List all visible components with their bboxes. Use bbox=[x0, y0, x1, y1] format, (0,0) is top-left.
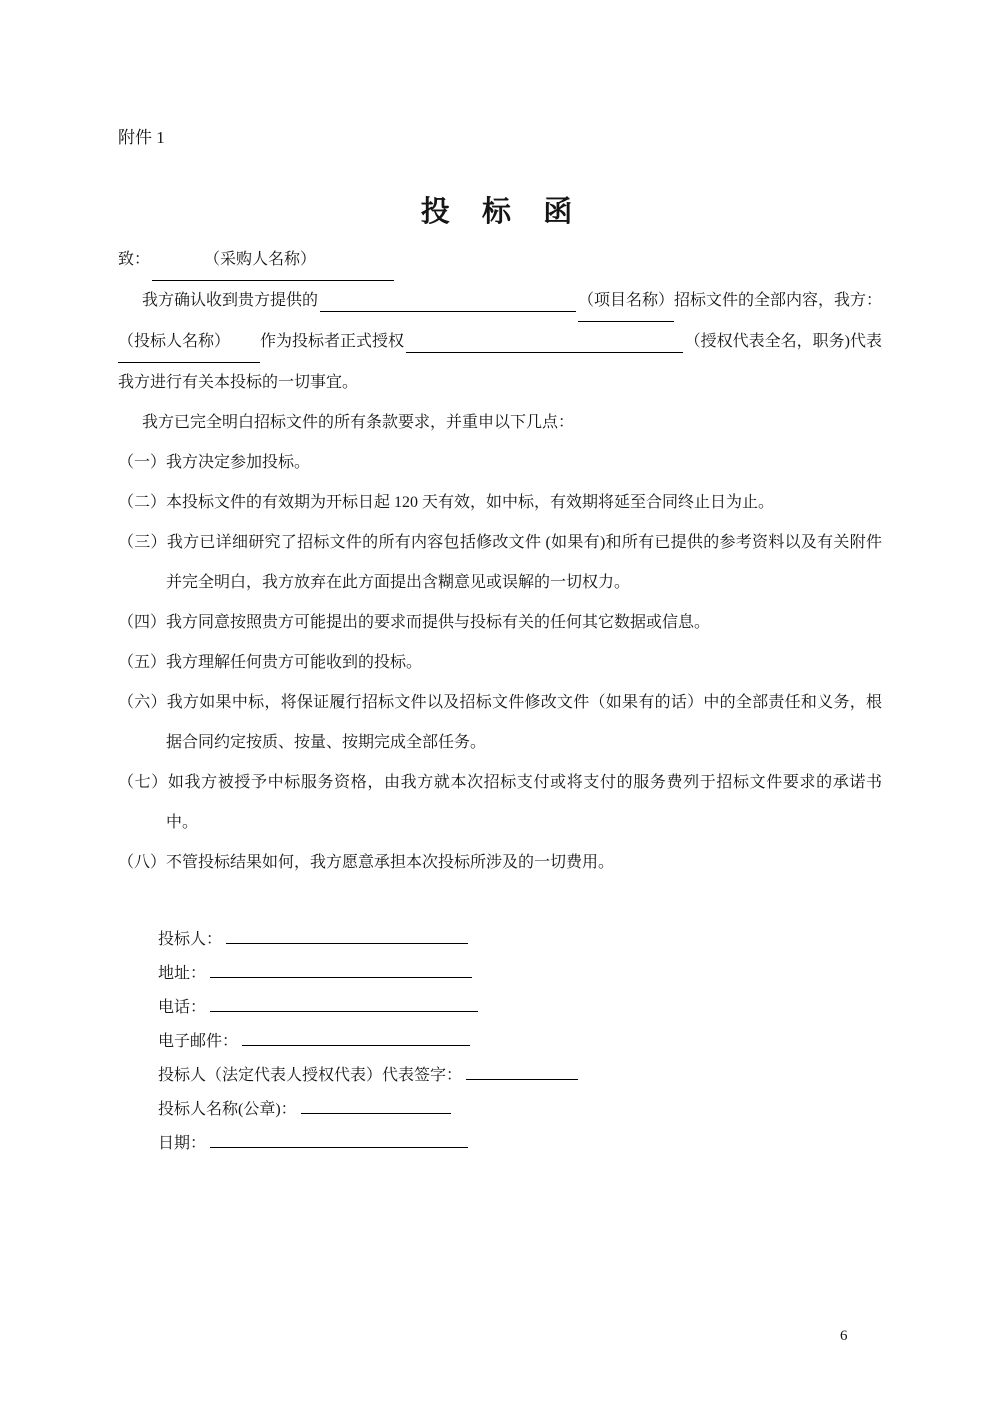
bidder-blank bbox=[226, 926, 468, 944]
bidder-name-seal-label: 投标人名称(公章)： bbox=[158, 1101, 297, 1118]
opening-paragraph-line-3 bbox=[118, 363, 882, 403]
opening-text-4: （授权代表全名，职务)代表 bbox=[684, 333, 882, 350]
list-item-7 bbox=[118, 763, 882, 843]
signature-line-address bbox=[158, 957, 882, 991]
date-blank bbox=[210, 1130, 468, 1148]
representative-signature-label: 投标人（法定代表人授权代表）代表签字： bbox=[158, 1067, 463, 1084]
phone-blank bbox=[210, 994, 478, 1012]
representative-signature-blank bbox=[466, 1062, 578, 1080]
opening-paragraph-line-2 bbox=[118, 322, 882, 363]
opening-text-1: 我方确认收到贵方提供的 bbox=[142, 292, 319, 309]
item-marker: （三） bbox=[118, 534, 167, 551]
list-item-4 bbox=[118, 603, 882, 643]
signature-line-phone bbox=[158, 991, 882, 1025]
item-marker: （二） bbox=[118, 494, 167, 511]
item-text: 我方如果中标，将保证履行招标文件以及招标文件修改文件（如果有的话）中的全部责任和义务，根据合同约定按质、按量、按期完成全部任务。 bbox=[166, 694, 882, 751]
item-text: 我方已详细研究了招标文件的所有内容包括修改文件 (如果有)和所有已提供的参考资料以及有关附件并完全明白，我方放弃在此方面提出含糊意见或误解的一切权力。 bbox=[166, 534, 882, 591]
signature-line-seal bbox=[158, 1093, 882, 1127]
signature-line-date bbox=[158, 1127, 882, 1161]
item-marker: （八） bbox=[118, 854, 167, 871]
email-label: 电子邮件： bbox=[158, 1033, 239, 1050]
document-content bbox=[118, 118, 882, 1161]
item-text: 不管投标结果如何，我方愿意承担本次投标所涉及的一切费用。 bbox=[166, 854, 615, 871]
salutation-line bbox=[118, 240, 882, 281]
list-item-2 bbox=[118, 483, 882, 523]
list-item-8 bbox=[118, 843, 882, 883]
list-item-6 bbox=[118, 683, 882, 763]
address-blank bbox=[210, 960, 472, 978]
project-name-blank bbox=[318, 281, 578, 322]
phone-label: 电话： bbox=[158, 999, 207, 1016]
list-item-1 bbox=[118, 443, 882, 483]
item-marker: （七） bbox=[118, 774, 168, 791]
authorized-representative-blank bbox=[404, 322, 685, 363]
item-marker: （五） bbox=[118, 654, 167, 671]
signature-line-bidder bbox=[158, 923, 882, 957]
salutation-prefix: 致： bbox=[118, 251, 151, 268]
opening-text-2: 招标文件的全部内容，我方： bbox=[673, 292, 882, 309]
bidder-name-seal-blank bbox=[301, 1096, 451, 1114]
attachment-label: 附件 1 bbox=[118, 128, 165, 147]
opening-text-3: 作为投标者正式授权 bbox=[260, 333, 405, 350]
signature-line-email bbox=[158, 1025, 882, 1059]
signature-line-representative bbox=[158, 1059, 882, 1093]
bidder-label: 投标人： bbox=[158, 931, 223, 948]
bidder-name-blank-label: （投标人名称） bbox=[118, 322, 260, 363]
item-text: 本投标文件的有效期为开标日起 120 天有效，如中标，有效期将延至合同终止日为止。 bbox=[166, 494, 775, 511]
item-text: 我方同意按照贵方可能提出的要求而提供与投标有关的任何其它数据或信息。 bbox=[166, 614, 711, 631]
item-text: 如我方被授予中标服务资格，由我方就本次招标支付或将支付的服务费列于招标文件要求的承诺书中。 bbox=[166, 774, 882, 831]
item-marker: （四） bbox=[118, 614, 167, 631]
item-text: 我方理解任何贵方可能收到的投标。 bbox=[166, 654, 423, 671]
document-title: 投 标 函 bbox=[420, 196, 580, 228]
signature-block bbox=[158, 923, 882, 1161]
email-blank bbox=[242, 1028, 470, 1046]
opening-paragraph-line-1 bbox=[118, 281, 882, 322]
opening-text-5: 我方进行有关本投标的一切事宜。 bbox=[118, 374, 359, 391]
address-label: 地址： bbox=[158, 965, 207, 982]
recipient-name-blank: （采购人名称） bbox=[152, 240, 394, 281]
page-number: 6 bbox=[840, 1328, 848, 1344]
item-marker: （一） bbox=[118, 454, 167, 471]
list-item-5 bbox=[118, 643, 882, 683]
item-marker: （六） bbox=[118, 694, 167, 711]
paragraph-indent bbox=[118, 281, 142, 322]
project-name-blank-label: （项目名称） bbox=[578, 281, 674, 322]
item-text: 我方决定参加投标。 bbox=[166, 454, 311, 471]
list-item-3 bbox=[118, 523, 882, 603]
restatement-intro: 我方已完全明白招标文件的所有条款要求，并重申以下几点： bbox=[142, 414, 575, 431]
date-label: 日期： bbox=[158, 1135, 207, 1152]
